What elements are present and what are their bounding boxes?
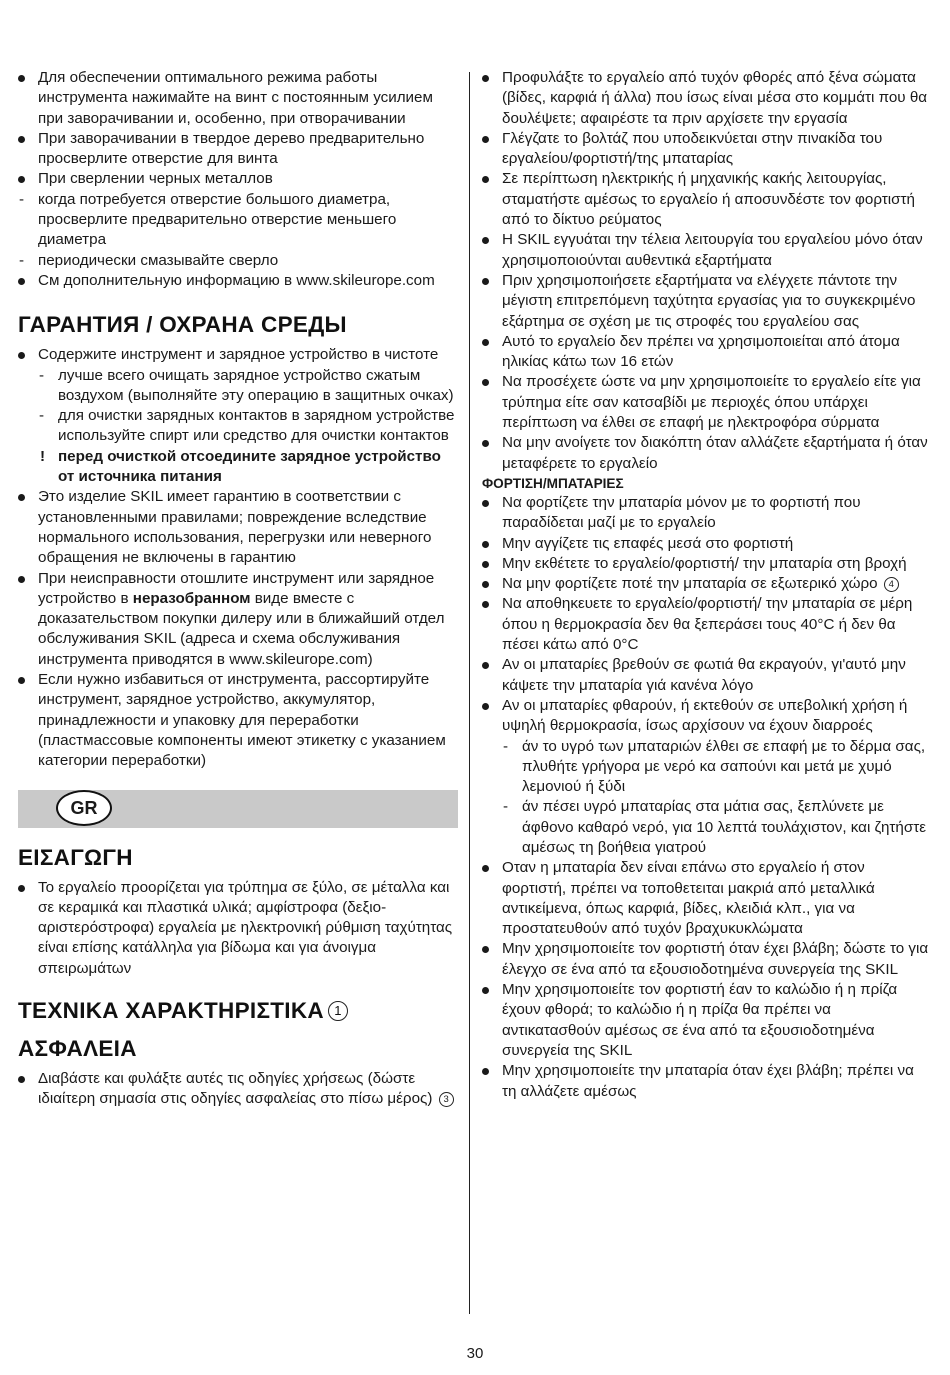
list-item: Для обеспечении оптимального режима работы инструмента нажимайте на винт с постоянным усилием при заворачивании и, особенно, при отворачивании	[18, 68, 458, 129]
figure-ref-badge: 1	[328, 1001, 348, 1021]
intro-list	[18, 878, 458, 979]
list-item: См дополнительную информацию в www.skileurope.com	[18, 271, 458, 291]
list-item: Προφυλάξτε το εργαλείο από τυχόν φθορές από ξένα σώματα (βίδες, καρφιά ή άλλα) που ίσως είναι μέσα στο κομμάτι που θα δουλέψετε; αφαιρέστε τα πριν αρχίσετε την εργασία	[482, 68, 932, 129]
text-part: При неисправности отошлите инструмент или зарядное устройство в	[38, 569, 435, 607]
list-item-text: При сверлении черных металлов	[38, 170, 273, 188]
language-band	[18, 790, 458, 828]
page-number: 30	[466, 1345, 484, 1362]
heading-specs-text: ΤΕΧΝΙΚΑ ΧΑΡΑΚΤΗΡΙΣΤΙΚΑ	[18, 997, 324, 1023]
right-column	[482, 68, 932, 1102]
list-item	[18, 569, 458, 670]
list-item: Μην αγγίζετε τις επαφές μεσά στο φορτιστή	[482, 534, 932, 554]
list-item: Αν οι μπαταρίες βρεθούν σε φωτιά θα εκραγούν, γι'αυτό μην κάψετε την μπαταρία γιά κανένα λόγο	[482, 655, 932, 696]
language-badge: GR	[56, 790, 112, 826]
figure-ref-badge: 3	[439, 1092, 454, 1107]
list-item	[18, 345, 458, 487]
list-item	[482, 696, 932, 858]
subheading-charging: ΦΟΡΤΙΣΗ/ΜΠΑΤΑΡΙΕΣ	[482, 475, 624, 491]
safety-list	[18, 1069, 458, 1110]
heading-specs	[18, 997, 458, 1025]
sub-list-item: - άν πέσει υγρό μπαταρίας στα μάτια σας, ξεπλύνετε με άφθονο καθαρό νερό, για 10 λεπτά τουλάχιστον, και ζητήστε αμέσως τη βοήθεια γιατρού	[502, 797, 932, 858]
bold-text: неразобранном	[132, 589, 251, 607]
list-item: Να αποθηκευετε το εργαλείο/φορτιστή/ την μπαταρία σε μέρη όπου η θερμοκρασία δεν θα ξεπεράσει τους 40°C ή δεν θα πέσει κάτω από 0°C	[482, 594, 932, 655]
charging-list	[482, 493, 932, 1102]
sub-list	[502, 737, 932, 859]
list-item: Μην εκθέτετε το εργαλείο/φορτιστή/ την μπαταρία στη βροχή	[482, 554, 932, 574]
list-item: Πριν χρησιμοποιήσετε εξαρτήματα να ελέγχετε πάντοτε την μέγιστη επιτρεπόμενη ταχύτητα εργασίας για το συγκεκριμένο εξάρτημα σε σχέση με τις στροφές του εργαλείου σας	[482, 271, 932, 332]
tips-list	[18, 68, 458, 291]
list-item	[18, 169, 458, 270]
list-item: Μην χρησιμοποιείτε τον φορτιστή όταν έχει βλάβη; δώστε το για έλεγχο σε ένα από τα εξουσιοδοτημένα συνεργεία της SKIL	[482, 939, 932, 980]
list-item-text: Содержите инструмент и зарядное устройство в чистоте	[38, 346, 439, 364]
list-item: Μην χρησιμοποιείτε τον φορτιστή έαν το καλώδιο ή η πρίζα έχουν φθορά; το καλώδιο ή η πρίζα θα πρέπει να αντικατασθούν αμέσως σε ένα από τα εξουσιοδοτημένα συνεργεία της SKIL	[482, 980, 932, 1061]
warranty-list	[18, 345, 458, 771]
sub-list-item: - лучше всего очищать зарядное устройство сжатым воздухом (выполняйте эту операцию в защитных очках)	[38, 366, 458, 407]
list-item: Это изделие SKIL имеет гарантию в соответствии с установленными правилами; повреждение вследствие нормального использования, перегрузки или неверного обращения не включены в гарантию	[18, 487, 458, 568]
sub-list	[38, 366, 458, 488]
list-item: Η SKIL εγγυάται την τέλεια λειτουργία του εργαλείου μόνο όταν χρησιμοποιούνται αυθεντικά εξαρτήματα	[482, 230, 932, 271]
heading-safety: ΑΣΦΑΛΕΙΑ	[18, 1035, 137, 1061]
sub-list	[18, 190, 458, 271]
column-divider	[469, 72, 470, 1314]
warning-item: ! перед очисткой отсоедините зарядное устройство от источника питания	[38, 447, 458, 488]
list-item: Οταν η μπαταρία δεν είναι επάνω στο εργαλείο ή στον φορτιστή, πρέπει να τοποθετειται μακριά από μεταλλικά αντικείμενα, όπως καρφιά, βίδες, κλειδιά κλπ., για να προστατευθούν από τυχόν βραχυκυκλώματα	[482, 858, 932, 939]
list-item: Γλέγζατε το βολτάζ που υποδεικνύεται στην πινακίδα του εργαλείου/φορτιστή/της μπαταρίας	[482, 129, 932, 170]
text-part: виде вместе с доказательством покупки дилеру или в ближайший отдел обслуживания SKIL (адреса и схема обслуживания инструмента приводятся в www.skileurope.com)	[38, 589, 445, 668]
list-item-text: Να μην φορτίζετε ποτέ την μπαταρία σε εξωτερικό χώρο	[502, 575, 878, 593]
list-item: Να φορτίζετε την μπαταρία μόνον με το φορτιστή που παραδίδεται μαζί με το εργαλείο	[482, 493, 932, 534]
list-item: Σε περίπτωση ηλεκτρικής ή μηχανικής κακής λειτουργίας, σταματήστε αμέσως το εργαλείο ή αποσυνδέστε τον φορτιστή από το δίκτυο ρεύματος	[482, 169, 932, 230]
list-item-text: Διαβάστε και φυλάξτε αυτές τις οδηγίες χρήσεως (δώστε ιδιαίτερη σημασία στις οδηγίες ασφαλείας στο πίσω μέρος)	[38, 1069, 433, 1108]
sub-list-item: - периодически смазывайте сверло	[18, 251, 458, 271]
sub-list-item: - άν το υγρό των μπαταριών έλθει σε επαφή με το δέρμα σας, πλυθήτε γρήγορα με νερό κα σαπούνι και μετά με χυμό λεμονιού ή ξύδι	[502, 737, 932, 798]
safety-rules-list	[482, 68, 932, 474]
list-item	[482, 574, 932, 594]
left-column	[18, 68, 458, 1110]
list-item: При заворачивании в твердое дерево предварительно просверлите отверстие для винта	[18, 129, 458, 170]
sub-list-item: - для очистки зарядных контактов в зарядном устройстве используйте спирт или средство для очистки контактов	[38, 406, 458, 447]
list-item: Αυτό το εργαλείο δεν πρέπει να χρησιμοποιείται από άτομα ηλικίας κάτω των 16 ετών	[482, 332, 932, 373]
heading-warranty: ГАРАНТИЯ / ОХРАНА СРЕДЫ	[18, 312, 347, 338]
list-item: Μην χρησιμοποιείτε την μπαταρία όταν έχει βλάβη; πρέπει να τη αλλάζετε αμέσως	[482, 1061, 932, 1102]
list-item: Если нужно избавиться от инструмента, рассортируйте инструмент, зарядное устройство, аккумулятор, принадлежности и упаковку для переработки (пластмассовые компоненты имеют этикетку с указанием категории переработки)	[18, 670, 458, 771]
figure-ref-badge: 4	[884, 577, 899, 592]
list-item: Να προσέχετε ώστε να μην χρησιμοποιείτε το εργαλείο είτε για τρύπημα είτε σαν κατσαβίδι με περιοχές όπου υπάρχει περίπτωση να έλθει σε επαφή με ηλεκτροφόρα σύρματα	[482, 372, 932, 433]
list-item: Να μην ανοίγετε τον διακόπτη όταν αλλάζετε εξαρτήματα ή όταν μεταφέρετε το εργαλείο	[482, 433, 932, 474]
sub-list-item: - когда потребуется отверстие большого диаметра, просверлите предварительно отверстие меньшего диаметра	[18, 190, 458, 251]
heading-intro: ΕΙΣΑΓΩΓΗ	[18, 844, 133, 870]
list-item-text: Αν οι μπαταρίες φθαρούν, ή εκτεθούν σε υπεβολική χρήση ή υψηλή θερμοκρασία, ίσως αρχίσουν να έχουν διαρροές	[502, 696, 908, 735]
list-item	[18, 1069, 458, 1110]
list-item: Το εργαλείο προορίζεται για τρύπημα σε ξύλο, σε μέταλλα και σε κεραμικά και πλαστικά υλικά; αμφίστροφα (δεξιο-αριστερόστροφα) εργαλεία με ηλεκτρονική ρύθμιση ταχύτητας είναι επίσης κατάλληλα για βίδωμα και για άνοιγμα σπειρωμάτων	[18, 878, 458, 979]
